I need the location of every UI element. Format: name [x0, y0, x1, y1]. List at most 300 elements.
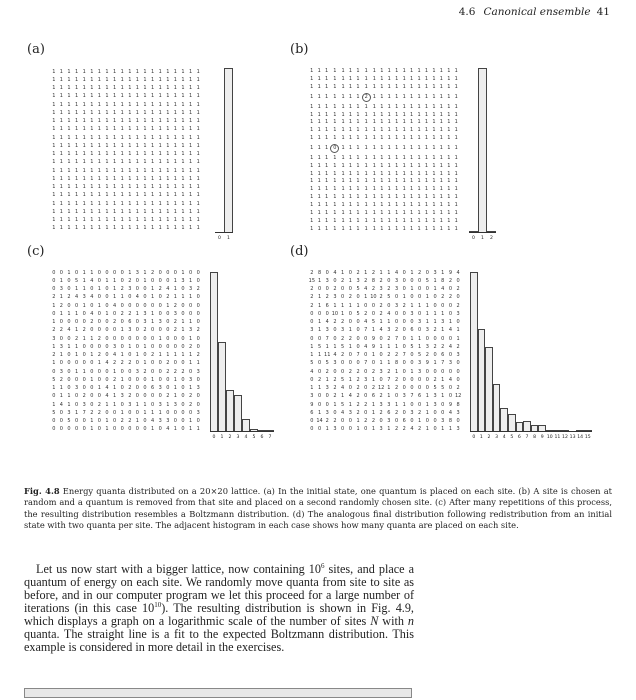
lattice-cell: 0: [348, 269, 352, 276]
lattice-cell: 1: [105, 175, 109, 182]
lattice-cell: 1: [439, 127, 443, 134]
lattice-cell: 1: [433, 286, 437, 293]
lattice-cell: 0: [379, 335, 383, 342]
lattice-cell: 1: [173, 192, 177, 199]
lattice-cell: 1: [75, 192, 79, 199]
lattice-cell: 3: [425, 343, 429, 350]
lattice-cell: 0: [105, 286, 109, 293]
lattice-cell: 1: [341, 170, 345, 177]
lattice-cell: 1: [196, 85, 200, 92]
lattice-cell: 7: [402, 352, 406, 359]
lattice-cell: 1: [143, 409, 147, 416]
lattice-cell: 1: [75, 409, 79, 416]
lattice-cell: 5: [433, 385, 437, 392]
lattice-cell: 0: [166, 385, 170, 392]
lattice-cell: 1: [90, 208, 94, 215]
lattice-cell: 1: [432, 201, 436, 208]
lattice-cell: 1: [372, 84, 376, 91]
lattice-cell: 2: [379, 277, 383, 284]
lattice-cell: 11: [324, 352, 331, 359]
lattice-cell: 1: [135, 93, 139, 100]
lattice-cell: 1: [90, 426, 94, 433]
lattice-cell: 1: [75, 134, 79, 141]
lattice-cell: 0: [97, 310, 101, 317]
lattice-cell: 1: [128, 134, 132, 141]
lattice-cell: 1: [90, 76, 94, 83]
lattice-cell: 1: [387, 103, 391, 110]
lattice-cell: 1: [310, 68, 314, 75]
lattice-cell: 0: [59, 418, 63, 425]
lattice-cell: 1: [372, 154, 376, 161]
lattice-cell: 1: [120, 217, 124, 224]
lattice-cell: 1: [417, 217, 421, 224]
lattice-cell: 1: [333, 217, 337, 224]
lattice-cell: 4: [90, 294, 94, 301]
lattice-cell: 1: [181, 76, 185, 83]
lattice-cell: 0: [97, 327, 101, 334]
lattice-cell: 0: [158, 302, 162, 309]
lattice-cell: 1: [356, 186, 360, 193]
lattice-cell: 0: [90, 360, 94, 367]
lattice-cell: 1: [189, 200, 193, 207]
lattice-cell: 1: [166, 225, 170, 232]
lattice-cell: 1: [402, 178, 406, 185]
lattice-cell: 0: [105, 302, 109, 309]
histogram-tick-label: 9: [540, 435, 544, 440]
lattice-cell: 1: [181, 151, 185, 158]
lattice-cell: 0: [52, 286, 56, 293]
lattice-cell: 0: [135, 393, 139, 400]
lattice-cell: 1: [59, 200, 63, 207]
lattice-cell: 0: [325, 269, 329, 276]
lattice-cell: 1: [356, 76, 360, 83]
lattice-cell: 0: [90, 401, 94, 408]
lattice-cell: 5: [317, 343, 322, 350]
lattice-cell: 1: [151, 294, 155, 301]
lattice-cell: 0: [410, 418, 414, 425]
lattice-cell: 2: [151, 352, 155, 359]
lattice-cell: 0: [120, 277, 124, 284]
lattice-cell: 0: [394, 294, 399, 301]
lattice-cell: 1: [432, 178, 436, 185]
lattice-cell: 1: [447, 201, 451, 208]
lattice-cell: 1: [128, 101, 132, 108]
lattice-cell: 0: [181, 302, 185, 309]
lattice-cell: 0: [181, 401, 185, 408]
lattice-cell: 1: [52, 360, 56, 367]
lattice-cell: 0: [364, 393, 368, 400]
lattice-cell: 0: [82, 376, 86, 383]
lattice-cell: 2: [387, 352, 391, 359]
lattice-cell: 1: [105, 68, 109, 75]
lattice-cell: 1: [395, 225, 399, 232]
histogram-tick-label: 7: [525, 435, 529, 440]
histogram-bar: [478, 68, 487, 233]
lattice-cell: 1: [454, 68, 458, 75]
lattice-cell: 2: [113, 376, 117, 383]
lattice-cell: 1: [325, 201, 329, 208]
lattice-cell: 1: [158, 217, 162, 224]
lattice-cell: 1: [417, 111, 421, 118]
lattice-cell: 1: [196, 200, 200, 207]
lattice-cell: 0: [348, 418, 352, 425]
lattice-cell: 1: [454, 170, 458, 177]
lattice-cell: 1: [356, 209, 360, 216]
lattice-cell: 2: [456, 343, 460, 350]
lattice-cell: 1: [333, 154, 337, 161]
lattice-cell: 1: [325, 217, 329, 224]
lattice-cell: 1: [59, 217, 63, 224]
lattice-cell: 5: [67, 418, 71, 425]
lattice-cell: 1: [417, 186, 421, 193]
lattice-cell: 0: [90, 286, 94, 293]
lattice-cell: 1: [173, 142, 177, 149]
lattice-cell: 1: [166, 85, 170, 92]
lattice-cell: 1: [59, 68, 63, 75]
lattice-cell: 1: [97, 184, 101, 191]
lattice-cell: 1: [181, 184, 185, 191]
lattice-cell: 1: [82, 76, 86, 83]
lattice-cell: 0: [425, 286, 429, 293]
lattice-cell: 2: [441, 294, 445, 301]
lattice-cell: 0: [196, 418, 200, 425]
lattice-cell: 1: [424, 103, 429, 110]
lattice-cell: 1: [425, 426, 429, 433]
lattice-cell: 1: [424, 217, 429, 224]
lattice-cell: 1: [143, 277, 147, 284]
lattice-cell: 0: [189, 310, 193, 317]
lattice-cell: 1: [410, 368, 414, 375]
lattice-cell: 0: [158, 277, 162, 284]
lattice-cell: 2: [52, 352, 56, 359]
lattice-cell: 1: [380, 93, 384, 100]
lattice-cell: 1: [52, 85, 56, 92]
lattice-cell: 1: [310, 194, 314, 201]
lattice-cell: 1: [424, 194, 429, 201]
lattice-cell: 5: [441, 385, 445, 392]
lattice-cell: 0: [196, 269, 200, 276]
lattice-cell: 14: [316, 418, 323, 425]
lattice-cell: 0: [402, 409, 406, 416]
lattice-cell: 1: [59, 225, 63, 232]
lattice-cell: 1: [82, 368, 86, 375]
lattice-cell: 0: [151, 327, 155, 334]
histogram-c: [210, 272, 274, 440]
lattice-cell: 3: [410, 409, 414, 416]
lattice-cell: 1: [196, 118, 200, 125]
lattice-cell: 0: [158, 327, 162, 334]
lattice-cell: 1: [364, 135, 368, 142]
lattice-cell: 1: [333, 201, 337, 208]
lattice-cell: 1: [372, 111, 376, 118]
lattice-cell: 4: [448, 376, 453, 383]
lattice-cell: 1: [310, 385, 314, 392]
lattice-cell: 1: [75, 286, 79, 293]
lattice-cell: 2: [59, 376, 63, 383]
lattice-cell: 1: [151, 376, 155, 383]
lattice-cell: 0: [448, 393, 453, 400]
lattice-cell: 3: [158, 385, 162, 392]
lattice-cell: 1: [341, 225, 345, 232]
lattice-cell: 1: [143, 126, 147, 133]
lattice-cell: 0: [90, 393, 94, 400]
lattice-cell: 1: [348, 277, 352, 284]
lattice-cell: 0: [348, 385, 352, 392]
lattice-cell: 1: [59, 167, 63, 174]
lattice-cell: 1: [82, 277, 86, 284]
lattice-cell: 1: [59, 126, 63, 133]
lattice-cell: 0: [166, 327, 170, 334]
lattice-cell: 1: [120, 101, 124, 108]
lattice-cell: 1: [181, 192, 185, 199]
lattice-cell: 2: [341, 335, 345, 342]
lattice-cell: 0: [433, 409, 437, 416]
lattice-cell: 4: [67, 327, 71, 334]
lattice-cell: 0: [317, 360, 322, 367]
lattice-cell: 6: [410, 327, 414, 334]
lattice-cell: 2: [173, 302, 177, 309]
lattice-cell: 2: [310, 286, 314, 293]
lattice-cell: 0: [456, 277, 460, 284]
lattice-cell: 0: [173, 343, 177, 350]
lattice-cell: 3: [143, 319, 147, 326]
lattice-cell: 1: [317, 135, 321, 142]
lattice-cell: 1: [387, 93, 391, 100]
lattice-cell: 1: [333, 103, 337, 110]
lattice-cell: 1: [439, 186, 443, 193]
lattice-cell: 1: [105, 167, 109, 174]
lattice-cell: 0: [196, 319, 200, 326]
lattice-cell: 3: [364, 376, 368, 383]
lattice-cell: 1: [173, 352, 177, 359]
lattice-cell: 0: [364, 335, 368, 342]
lattice-cell: 7: [387, 376, 391, 383]
lattice-cell: 1: [379, 360, 383, 367]
lattice-cell: 1: [432, 225, 436, 232]
lattice-cell: 1: [181, 319, 185, 326]
lattice-cell: 0: [59, 360, 63, 367]
lattice-cell: 0: [82, 352, 86, 359]
lattice-cell: 3: [441, 418, 445, 425]
lattice-cell: 1: [189, 159, 193, 166]
lattice-cell: 0: [52, 418, 56, 425]
lattice-cell: 1: [395, 84, 399, 91]
lattice-cell: 0: [371, 310, 376, 317]
lattice-cell: 3: [173, 310, 177, 317]
lattice-cell: 1: [348, 186, 353, 193]
lattice-cell: 1: [143, 134, 147, 141]
lattice-cell: 3: [441, 319, 445, 326]
lattice-cell: 3: [325, 409, 329, 416]
lattice-cell: 1: [181, 159, 185, 166]
lattice-cell: 0: [173, 335, 177, 342]
lattice-cell: 0: [143, 393, 147, 400]
lattice-cell: 2: [128, 393, 132, 400]
lattice-cell: 5: [341, 343, 345, 350]
lattice-cell: 0: [113, 335, 117, 342]
lattice-cell: 1: [196, 159, 200, 166]
lattice-cell: 1: [82, 85, 86, 92]
lattice-cell: 1: [75, 343, 79, 350]
lattice-cell: 1: [105, 426, 109, 433]
lattice-cell: 1: [387, 145, 391, 152]
lattice-cell: 1: [196, 109, 200, 116]
lattice-cell: 3: [59, 286, 63, 293]
lattice-cell: 1: [166, 109, 170, 116]
lattice-cell: 0: [317, 310, 322, 317]
lattice-cell: 1: [135, 167, 139, 174]
lattice-cell: 0: [448, 286, 453, 293]
lattice-cell: 1: [372, 135, 376, 142]
lattice-cell: 1: [425, 393, 429, 400]
lattice-cell: 1: [75, 85, 79, 92]
lattice-cell: 1: [325, 194, 329, 201]
lattice-cell: 1: [424, 186, 429, 193]
lattice-cell: 3: [120, 393, 124, 400]
lattice-cell: 1: [371, 352, 376, 359]
lattice-cell: 0: [433, 302, 437, 309]
lattice-cell: 1: [317, 178, 321, 185]
lattice-cell: 1: [310, 135, 314, 142]
lattice-cell: 1: [143, 167, 147, 174]
lattice-cell: 3: [135, 368, 139, 375]
histogram-tick-label: 13: [569, 435, 576, 440]
lattice-cell: 1: [439, 119, 443, 126]
lattice-cell: 1: [128, 109, 132, 116]
lattice-cell: 2: [310, 294, 314, 301]
lattice-cell: 1: [59, 101, 63, 108]
lattice-cell: 6: [418, 393, 422, 400]
lattice-cell: 1: [52, 167, 56, 174]
lattice-cell: 1: [143, 151, 147, 158]
lattice-cell: 1: [52, 159, 56, 166]
lattice-cell: 0: [75, 360, 79, 367]
lattice-cell: 1: [151, 192, 155, 199]
lattice-cell: 1: [75, 101, 79, 108]
lattice-cell: 1: [424, 154, 429, 161]
lattice-cell: 4: [341, 409, 345, 416]
histogram-tick-label: 2: [228, 435, 232, 440]
lattice-cell: 1: [454, 84, 458, 91]
lattice-cell: 1: [196, 68, 200, 75]
lattice-cell: 0: [402, 385, 406, 392]
lattice-cell: 1: [356, 201, 360, 208]
lattice-cell: 2: [128, 360, 132, 367]
lattice-cell: 1: [317, 154, 321, 161]
lattice-cell: 0: [105, 335, 109, 342]
lattice-cell: 1: [380, 127, 384, 134]
lattice-cell: 3: [196, 409, 200, 416]
lattice-cell: 0: [128, 335, 132, 342]
lattice-cell: 1: [325, 426, 329, 433]
lattice-cell: 1: [380, 209, 384, 216]
lattice-cell: 1: [151, 126, 155, 133]
lattice-cell: 1: [410, 103, 414, 110]
lattice-cell: 1: [158, 192, 162, 199]
lattice-cell: 0: [120, 426, 124, 433]
lattice-cell: 0: [348, 286, 352, 293]
lattice-cell: 1: [151, 151, 155, 158]
lattice-cell: 4: [333, 352, 337, 359]
lattice-cell: 1: [173, 101, 177, 108]
lattice-cell: 0: [67, 376, 71, 383]
lattice-cell: 2: [425, 352, 429, 359]
lattice-cell: 1: [90, 175, 94, 182]
lattice-cell: 1: [341, 178, 345, 185]
lattice-cell: 2: [402, 426, 406, 433]
lattice-cell: 1: [310, 352, 314, 359]
lattice-cell: 0: [143, 376, 147, 383]
lattice-cell: 0: [394, 418, 399, 425]
lattice-cell: 0: [333, 327, 337, 334]
lattice-cell: 1: [75, 76, 79, 83]
lattice-cell: 1: [105, 134, 109, 141]
lattice-cell: 1: [173, 225, 177, 232]
lattice-cell: 1: [151, 101, 155, 108]
lattice-cell: 0: [418, 286, 422, 293]
lattice-cell: 1: [128, 167, 132, 174]
lattice-cell: 1: [90, 93, 94, 100]
lattice-cell: 1: [189, 142, 193, 149]
lattice-cell: 0: [52, 426, 56, 433]
lattice-cell: 1: [439, 84, 443, 91]
lattice-cell: 1: [402, 209, 406, 216]
lattice-cell: 2: [387, 368, 391, 375]
lattice-cell: 1: [441, 310, 445, 317]
lattice-cell: 1: [135, 151, 139, 158]
lattice-cell: 1: [158, 85, 162, 92]
lattice-cell: 1: [364, 225, 368, 232]
lattice-cell: 0: [82, 319, 86, 326]
lattice-cell: 0: [105, 343, 109, 350]
lattice-cell: 1: [439, 162, 443, 169]
lattice-cell: 1: [181, 200, 185, 207]
lattice-cell: 0: [105, 376, 109, 383]
lattice-cell: 2: [173, 319, 177, 326]
lattice-cell: 1: [447, 154, 451, 161]
lattice-cell: 1: [364, 178, 368, 185]
histogram-bar: [218, 342, 226, 432]
lattice-cell: 2: [128, 310, 132, 317]
lattice-cell: 1: [325, 135, 329, 142]
lattice-cell: 1: [333, 76, 337, 83]
lattice-cell: 1: [135, 68, 139, 75]
lattice-cell: 2: [394, 376, 399, 383]
lattice-cell: 1: [120, 93, 124, 100]
lattice-cell: 0: [433, 352, 437, 359]
lattice-cell: 1: [380, 68, 384, 75]
lattice-cell: 5: [341, 376, 345, 383]
lattice-cell: 0: [325, 286, 329, 293]
lattice-cell: 0: [333, 368, 337, 375]
lattice-cell: 0: [310, 335, 314, 342]
lattice-cell: 1: [196, 217, 200, 224]
lattice-cell: 0: [151, 302, 155, 309]
lattice-cell: 2: [189, 343, 193, 350]
lattice-cell: 5: [310, 360, 314, 367]
lattice-cell: 0: [181, 343, 185, 350]
lattice-cell: 0: [158, 343, 162, 350]
lattice-cell: 1: [424, 145, 429, 152]
lattice-cell: 3: [196, 385, 200, 392]
lattice-cell: 0: [356, 294, 360, 301]
lattice-cell: 1: [356, 103, 360, 110]
lattice-cell: 1: [59, 85, 63, 92]
lattice-cell: 0: [75, 393, 79, 400]
lattice-cell: 1: [394, 401, 399, 408]
lattice-cell: 1: [166, 192, 170, 199]
lattice-cell: 5: [52, 376, 56, 383]
